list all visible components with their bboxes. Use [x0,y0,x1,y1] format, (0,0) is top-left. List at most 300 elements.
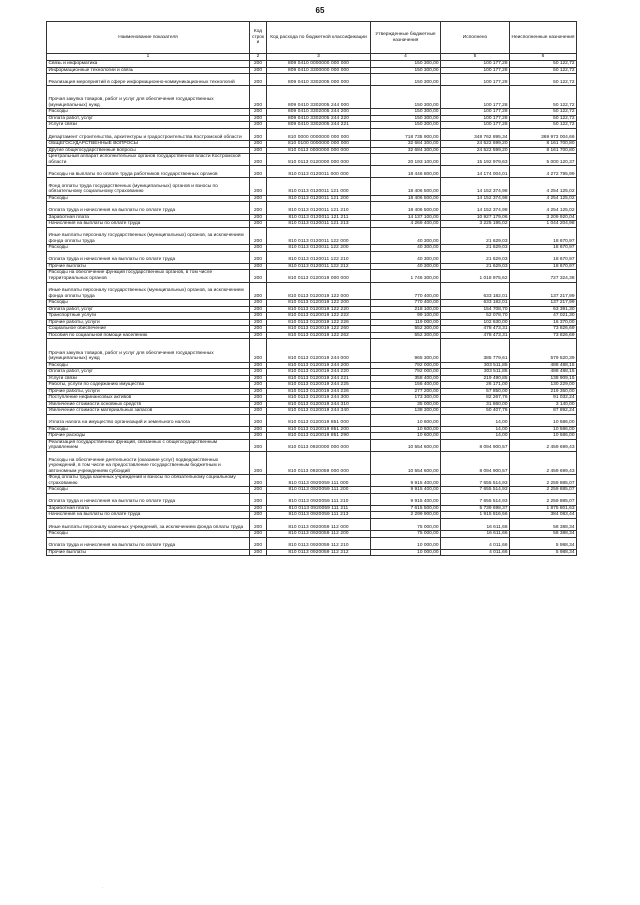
row-budget-code-cell: 810 0113 0120019 244 340 [267,408,371,415]
row-remaining-cell: 137 217,99 [510,300,577,307]
table-row [47,518,577,530]
row-remaining-cell: 58 388,34 [510,518,577,530]
row-executed-cell: 15 192 979,63 [441,154,510,166]
row-remaining-cell: 10 586,00 [510,433,577,440]
row-executed-cell: 24 522 599,20 [441,147,510,154]
row-budget-code-cell: 809 0410 3302005 244 221 [267,122,371,129]
row-line-code-cell: 200 [250,251,267,263]
row-name-cell: Оплата работ, услуг [47,369,250,376]
row-line-code-cell: 200 [250,67,267,74]
row-name-cell: Расходы [47,487,250,494]
row-approved-cell: 35 000,00 [371,401,441,408]
row-line-code-cell: 200 [250,512,267,519]
row-line-code-cell: 200 [250,166,267,178]
row-approved-cell: 18 406 500,00 [371,202,441,214]
row-budget-code-cell: 809 0410 3302005 000 000 [267,74,371,86]
table-row [47,339,577,362]
row-name-cell: Оплата работ, услуг [47,115,250,122]
row-remaining-cell: 50 122,72 [510,61,577,68]
table-row [47,251,577,263]
row-executed-cell: 14,00 [441,414,510,426]
row-budget-code-cell: 810 0113 0120019 122 200 [267,300,371,307]
row-name-cell: Прочая закупка товаров, работ и услуг для обеспечения государственных (муниципальных) нужд [47,339,250,362]
row-approved-cell: 40 300,00 [371,245,441,252]
row-remaining-cell: 10 586,00 [510,426,577,433]
row-remaining-cell: 2 259 885,07 [510,487,577,494]
row-executed-cell: 16 611,66 [441,531,510,538]
row-executed-cell: 154 708,70 [441,306,510,313]
row-executed-cell: 21 629,03 [441,227,510,245]
row-budget-code-cell: 810 0113 0920059 112 210 [267,537,371,549]
column-number: 4 [371,54,441,61]
row-budget-code-cell: 810 0113 0120000 000 000 [267,154,371,166]
row-budget-code-cell: 809 0410 3302005 244 220 [267,115,371,122]
row-remaining-cell: 488 488,15 [510,362,577,369]
row-executed-cell: 31 860,00 [441,401,510,408]
row-executed-cell: 10 927 179,06 [441,214,510,221]
row-executed-cell: 7 655 514,93 [441,487,510,494]
table-row [47,439,577,451]
row-name-cell: Фонд оплаты труда государственных (муниципальных) органов и взносы по обязательному социальному страхованию [47,178,250,196]
row-remaining-cell: 2 259 885,07 [510,475,577,487]
row-budget-code-cell: 810 0000 0000000 000 000 [267,128,371,140]
row-budget-code-cell: 810 0113 0120011 122 212 [267,263,371,270]
row-remaining-cell: 727 324,38 [510,270,577,282]
row-executed-cell: 633 182,01 [441,300,510,307]
row-approved-cell: 1 746 300,00 [371,270,441,282]
row-name-cell: Оплата труда и начисления на выплаты по оплате труда [47,251,250,263]
row-remaining-cell: 16 370,00 [510,319,577,326]
column-number: 2 [250,54,267,61]
row-budget-code-cell: 810 0113 0120019 851 290 [267,433,371,440]
row-budget-code-cell: 810 0113 0120019 122 222 [267,313,371,320]
row-line-code-cell: 200 [250,451,267,474]
row-approved-cell: 40 300,00 [371,263,441,270]
row-line-code-cell: 200 [250,439,267,451]
table-row [47,74,577,86]
row-approved-cell: 20 193 100,00 [371,154,441,166]
row-remaining-cell: 50 122,72 [510,115,577,122]
row-approved-cell: 4 269 400,00 [371,221,441,228]
table-row [47,202,577,214]
row-approved-cell: 10 600,00 [371,433,441,440]
row-executed-cell: 14,00 [441,426,510,433]
row-executed-cell: 14,00 [441,433,510,440]
row-budget-code-cell: 810 0113 0120019 244 300 [267,395,371,402]
row-remaining-cell: 8 161 700,80 [510,141,577,148]
row-executed-cell: 14 152 374,98 [441,202,510,214]
row-line-code-cell: 200 [250,300,267,307]
row-remaining-cell: 138 909,15 [510,375,577,382]
row-line-code-cell: 200 [250,270,267,282]
table-row [47,408,577,415]
header-remaining: Неисполненные назначения [510,22,577,54]
row-budget-code-cell: 810 0113 0120019 122 000 [267,282,371,300]
row-remaining-cell: 1 044 204,98 [510,221,577,228]
column-number: 3 [267,54,371,61]
row-approved-cell: 10 600,00 [371,426,441,433]
row-approved-cell: 32 684 300,00 [371,141,441,148]
row-budget-code-cell: 810 0113 0120019 122 262 [267,332,371,339]
row-executed-cell: 8 094 900,57 [441,439,510,451]
row-name-cell: Оплата труда и начисления на выплаты по оплате труда [47,537,250,549]
row-line-code-cell: 200 [250,326,267,333]
row-budget-code-cell: 810 0113 0920059 111 213 [267,512,371,519]
table-row [47,166,577,178]
row-name-cell: Транспортные услуги [47,313,250,320]
row-approved-cell: 9 915 400,00 [371,475,441,487]
row-name-cell: Уплата налога на имущество организаций и земельного налога [47,414,250,426]
row-line-code-cell: 200 [250,306,267,313]
row-executed-cell: 4 011,66 [441,549,510,556]
row-name-cell: Иные выплаты персоналу государственных (муниципальных) органов, за исключением фонда оплаты труда [47,227,250,245]
row-approved-cell: 138 300,00 [371,408,441,415]
row-name-cell: Расходы [47,531,250,538]
row-name-cell: Расходы [47,245,250,252]
row-approved-cell: 150 300,00 [371,61,441,68]
row-name-cell: Оплата труда и начисления на выплаты по оплате труда [47,202,250,214]
scan-artifact-mark: · [102,885,104,890]
row-budget-code-cell: 810 0113 0120019 244 200 [267,362,371,369]
row-name-cell: Фонд оплаты труда казенных учреждений и взносы по обязательному социальному страхованию [47,475,250,487]
row-budget-code-cell: 810 0113 0120011 122 210 [267,251,371,263]
row-approved-cell: 10 600,00 [371,414,441,426]
page-number: 65 [315,6,325,15]
row-name-cell: Прочая закупка товаров, работ и услуг для обеспечения государственных (муниципальных) нужд [47,86,250,109]
row-executed-cell: 24 522 699,20 [441,141,510,148]
row-budget-code-cell: 810 0113 0920059 111 000 [267,475,371,487]
row-budget-code-cell: 810 0100 0000000 000 000 [267,141,371,148]
row-remaining-cell: 369 973 004,66 [510,128,577,140]
row-budget-code-cell: 810 0113 0120019 244 220 [267,369,371,376]
header-executed: Исполнено [441,22,510,54]
row-name-cell: Увеличение стоимости основных средств [47,401,250,408]
row-executed-cell: 26 171,00 [441,382,510,389]
row-executed-cell: 478 473,31 [441,332,510,339]
row-approved-cell: 7 615 500,00 [371,505,441,512]
header-row-code: Код строк и [250,22,267,54]
row-executed-cell: 100 177,28 [441,74,510,86]
table-row [47,549,577,556]
row-remaining-cell: 50 122,72 [510,67,577,74]
row-line-code-cell: 200 [250,245,267,252]
row-executed-cell: 3 225 195,02 [441,221,510,228]
row-executed-cell: 8 094 900,57 [441,451,510,474]
table-row [47,475,577,487]
row-executed-cell: 303 511,85 [441,362,510,369]
row-executed-cell: 1 915 816,56 [441,512,510,519]
row-line-code-cell: 200 [250,141,267,148]
row-executed-cell: 102 630,00 [441,319,510,326]
row-name-cell: Информационные технологии и связь [47,67,250,74]
row-budget-code-cell: 810 0113 0120019 851 000 [267,414,371,426]
row-line-code-cell: 200 [250,414,267,426]
row-executed-cell: 100 177,28 [441,61,510,68]
row-name-cell: Иные выплаты персоналу казенных учреждений, за исключением фонда оплаты труда [47,518,250,530]
row-line-code-cell: 200 [250,319,267,326]
table-row [47,270,577,282]
row-approved-cell: 32 684 300,00 [371,147,441,154]
row-remaining-cell: 488 488,15 [510,369,577,376]
row-remaining-cell: 579 520,39 [510,339,577,362]
row-name-cell: Центральный аппарат исполнительных органов государственной власти Костромской области [47,154,250,166]
row-approved-cell: 10 000,00 [371,549,441,556]
row-budget-code-cell: 810 0113 0920000 000 000 [267,439,371,451]
row-budget-code-cell: 810 0113 0120019 122 226 [267,319,371,326]
row-remaining-cell: 3 140,00 [510,401,577,408]
row-name-cell: Иные выплаты персоналу государственных (муниципальных) органов, за исключением фонда оплаты труда [47,282,250,300]
row-line-code-cell: 200 [250,195,267,202]
row-remaining-cell: 18 670,97 [510,245,577,252]
row-remaining-cell: 5 000 120,37 [510,154,577,166]
row-approved-cell: 277 200,00 [371,388,441,395]
row-approved-cell: 150 300,00 [371,122,441,129]
row-approved-cell: 173 300,00 [371,395,441,402]
row-approved-cell: 156 400,00 [371,382,441,389]
row-line-code-cell: 200 [250,388,267,395]
row-budget-code-cell: 810 0113 0120011 121 210 [267,202,371,214]
table-row [47,227,577,245]
row-line-code-cell: 200 [250,147,267,154]
row-remaining-cell: 73 826,69 [510,332,577,339]
row-budget-code-cell: 810 0113 0120011 000 000 [267,166,371,178]
column-number: 5 [441,54,510,61]
row-remaining-cell: 10 586,00 [510,414,577,426]
row-name-cell: Прочие работы, услуги [47,388,250,395]
row-budget-code-cell: 810 0113 0120019 244 310 [267,401,371,408]
row-remaining-cell: 8 161 700,80 [510,147,577,154]
row-name-cell: Оплата труда и начисления на выплаты по оплате труда [47,493,250,505]
row-remaining-cell: 58 388,34 [510,531,577,538]
row-executed-cell: 1 018 975,62 [441,270,510,282]
row-line-code-cell: 200 [250,227,267,245]
row-line-code-cell: 200 [250,362,267,369]
row-budget-code-cell: 810 0113 0120011 122 200 [267,245,371,252]
table-row [47,512,577,519]
row-budget-code-cell: 810 0113 0120011 121 211 [267,214,371,221]
row-name-cell: Расходы [47,195,250,202]
row-name-cell: Увеличение стоимости материальных запасов [47,408,250,415]
row-name-cell: Начисления на выплаты по оплате труда [47,512,250,519]
row-remaining-cell: 4 254 125,02 [510,178,577,196]
row-line-code-cell: 200 [250,433,267,440]
row-remaining-cell: 63 391,30 [510,306,577,313]
row-executed-cell: 100 177,28 [441,109,510,116]
row-approved-cell: 770 400,00 [371,300,441,307]
row-name-cell: Пособия по социальной помощи населению [47,332,250,339]
table-row [47,128,577,140]
table-row [47,67,577,74]
row-line-code-cell: 200 [250,531,267,538]
row-remaining-cell: 2 459 699,43 [510,439,577,451]
row-budget-code-cell: 810 0113 0120011 121 000 [267,178,371,196]
column-number-row [47,54,577,61]
row-line-code-cell: 200 [250,549,267,556]
table-row [47,382,577,389]
row-remaining-cell: 50 122,72 [510,122,577,129]
column-number: 6 [510,54,577,61]
header-approved: Утвержденные бюджетные назначения [371,22,441,54]
row-remaining-cell: 50 122,72 [510,109,577,116]
row-remaining-cell: 5 988,34 [510,537,577,549]
row-approved-cell: 119 000,00 [371,319,441,326]
row-budget-code-cell: 809 0410 3300000 000 000 [267,67,371,74]
table-row [47,147,577,154]
row-approved-cell: 14 137 100,00 [371,214,441,221]
row-remaining-cell: 87 892,24 [510,408,577,415]
row-budget-code-cell: 810 0113 0120019 122 260 [267,326,371,333]
row-budget-code-cell: 809 0410 3302005 244 200 [267,109,371,116]
row-name-cell: Услуги связи [47,375,250,382]
row-name-cell: Другие общегосударственные вопросы [47,147,250,154]
row-approved-cell: 10 000,00 [371,537,441,549]
row-line-code-cell: 200 [250,221,267,228]
row-approved-cell: 150 300,00 [371,86,441,109]
row-name-cell: Оплата работ, услуг [47,306,250,313]
row-line-code-cell: 200 [250,493,267,505]
row-line-code-cell: 200 [250,115,267,122]
row-approved-cell: 75 000,00 [371,518,441,530]
row-executed-cell: 100 177,28 [441,115,510,122]
row-name-cell: Прочие выплаты [47,549,250,556]
row-executed-cell: 82 267,76 [441,395,510,402]
row-name-cell: Прочие работы, услуги [47,319,250,326]
row-name-cell: Расходы [47,426,250,433]
row-remaining-cell: 50 122,72 [510,86,577,109]
row-executed-cell: 16 611,66 [441,518,510,530]
row-line-code-cell: 200 [250,214,267,221]
row-budget-code-cell: 810 0113 0120011 122 000 [267,227,371,245]
row-approved-cell: 75 000,00 [371,531,441,538]
row-line-code-cell: 200 [250,518,267,530]
row-approved-cell: 792 000,00 [371,369,441,376]
row-line-code-cell: 200 [250,426,267,433]
row-approved-cell: 10 554 600,00 [371,439,441,451]
row-executed-cell: 303 511,85 [441,369,510,376]
row-remaining-cell: 3 209 920,04 [510,214,577,221]
row-remaining-cell: 18 670,97 [510,263,577,270]
row-line-code-cell: 200 [250,505,267,512]
row-line-code-cell: 200 [250,369,267,376]
row-remaining-cell: 384 083,44 [510,512,577,519]
row-name-cell: Социальное обеспечение [47,326,250,333]
row-name-cell: Начисления на выплаты по оплате труда [47,221,250,228]
table-row [47,401,577,408]
row-name-cell: Расходы [47,109,250,116]
row-line-code-cell: 200 [250,178,267,196]
row-name-cell: Заработная плата [47,505,250,512]
row-name-cell: Связь и информатика [47,61,250,68]
table-row [47,86,577,109]
row-approved-cell: 965 300,00 [371,339,441,362]
table-row [47,141,577,148]
row-budget-code-cell: 810 0113 0120011 121 200 [267,195,371,202]
row-approved-cell: 218 100,00 [371,306,441,313]
row-approved-cell: 40 300,00 [371,251,441,263]
table-row [47,395,577,402]
row-approved-cell: 10 554 600,00 [371,451,441,474]
table-row [47,332,577,339]
row-budget-code-cell: 810 0113 0120019 244 226 [267,388,371,395]
row-remaining-cell: 4 254 125,02 [510,195,577,202]
row-budget-code-cell: 810 0113 0000000 000 000 [267,147,371,154]
row-remaining-cell: 91 032,24 [510,395,577,402]
row-line-code-cell: 200 [250,375,267,382]
row-remaining-cell: 219 350,00 [510,388,577,395]
row-budget-code-cell: 810 0113 0120019 122 220 [267,306,371,313]
row-name-cell: Расходы на обеспечение деятельности (оказание услуг) подведомственных учреждений, в том числе на предоставление государственным бюджетным и автономным учреждениям субсидий [47,451,250,474]
row-executed-cell: 14 152 374,98 [441,195,510,202]
row-executed-cell: 385 779,61 [441,339,510,362]
table-row [47,414,577,426]
header-row [47,22,577,54]
row-name-cell: Расходы на выплаты по оплате труда работников государственных органов [47,166,250,178]
header-indicator-name: Наименование показателя [47,22,250,54]
row-executed-cell: 100 177,28 [441,67,510,74]
row-executed-cell: 100 177,28 [441,86,510,109]
row-executed-cell: 478 473,31 [441,326,510,333]
row-line-code-cell: 200 [250,537,267,549]
row-remaining-cell: 50 122,72 [510,74,577,86]
row-budget-code-cell: 810 0113 0920059 111 200 [267,487,371,494]
row-budget-code-cell: 810 0113 0920059 112 212 [267,549,371,556]
row-name-cell: Реализация государственных функций, связанных с общегосударственным управлением [47,439,250,451]
row-approved-cell: 2 299 900,00 [371,512,441,519]
row-executed-cell: 100 177,28 [441,122,510,129]
row-approved-cell: 9 915 400,00 [371,493,441,505]
row-line-code-cell: 200 [250,282,267,300]
row-name-cell: Расходы [47,300,250,307]
row-approved-cell: 150 300,00 [371,109,441,116]
row-executed-cell: 57 850,00 [441,388,510,395]
row-budget-code-cell: 810 0113 0120019 244 000 [267,339,371,362]
row-remaining-cell: 4 272 795,99 [510,166,577,178]
row-approved-cell: 150 300,00 [371,74,441,86]
row-line-code-cell: 200 [250,408,267,415]
row-executed-cell: 348 762 895,34 [441,128,510,140]
row-line-code-cell: 200 [250,395,267,402]
row-approved-cell: 18 406 500,00 [371,178,441,196]
row-budget-code-cell: 809 0410 0000000 000 000 [267,61,371,68]
table-row [47,178,577,196]
row-remaining-cell: 2 459 699,43 [510,451,577,474]
row-approved-cell: 792 000,00 [371,362,441,369]
row-line-code-cell: 200 [250,263,267,270]
row-approved-cell: 718 735 900,00 [371,128,441,140]
row-budget-code-cell: 810 0113 0120019 851 200 [267,426,371,433]
row-approved-cell: 40 300,00 [371,227,441,245]
row-line-code-cell: 200 [250,332,267,339]
row-executed-cell: 7 655 514,93 [441,493,510,505]
header-budget-code: Код расхода по бюджетной классификации [267,22,371,54]
row-budget-code-cell: 810 0113 0120019 244 221 [267,375,371,382]
row-budget-code-cell: 810 0113 0920059 112 000 [267,518,371,530]
row-approved-cell: 358 400,00 [371,375,441,382]
row-line-code-cell: 200 [250,74,267,86]
table-row [47,537,577,549]
row-executed-cell: 21 629,03 [441,245,510,252]
row-remaining-cell: 2 259 885,07 [510,493,577,505]
row-budget-code-cell: 809 0410 3302005 244 000 [267,86,371,109]
table-row [47,282,577,300]
row-name-cell: Заработная плата [47,214,250,221]
row-remaining-cell: 47 021,30 [510,313,577,320]
row-remaining-cell: 137 217,99 [510,282,577,300]
row-approved-cell: 99 100,00 [371,313,441,320]
row-executed-cell: 50 407,76 [441,408,510,415]
row-line-code-cell: 200 [250,109,267,116]
row-name-cell: Реализация мероприятий в сфере информационно-коммуникационных технологий [47,74,250,86]
